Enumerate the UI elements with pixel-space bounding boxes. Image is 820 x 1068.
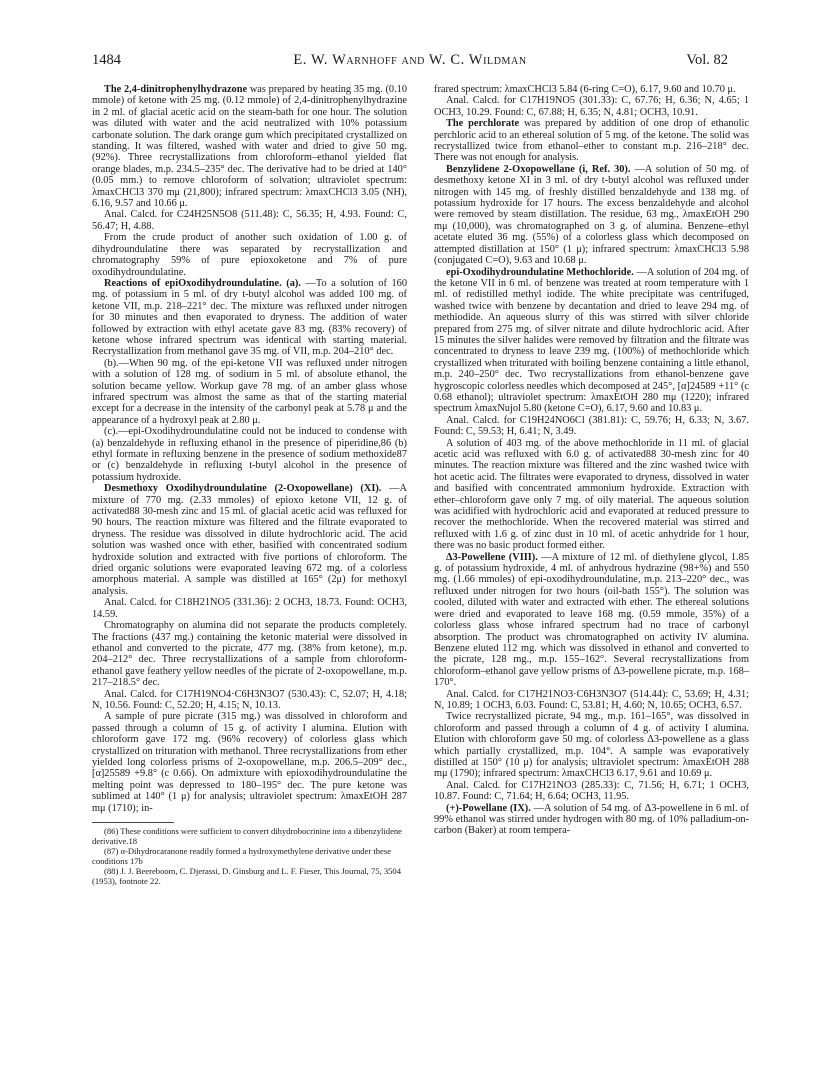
paragraph: [434, 689, 749, 712]
paragraph: [92, 232, 407, 278]
paragraph-heading: Desmethoxy Oxodihydroundulatine (2-Oxopowellane) (XI).: [104, 483, 382, 495]
paragraph-text: —A solution of 54 mg. of Δ3-powellene in 6 ml. of 99% ethanol was stirred under hydrogen with 80 mg. of 10% palladium-on-carbon (Baker) at room tempera-: [434, 802, 749, 837]
paragraph: [434, 95, 749, 118]
paragraph: [92, 597, 407, 620]
paragraph-text: (b).—When 90 mg. of the epi-ketone VII was refluxed under nitrogen with a solution of 128 mg. of sodium in 5 ml. of absolute ethanol, the solution became yellow. Workup gave 78 mg. of an amber glass whose infrared spectrum was almost the same as that of the starting material except for a decrease in the intensity of the carbonyl peak at 5.78 μ and the appearance of a hydroxyl peak at 2.80 μ.: [92, 357, 407, 426]
paragraph-heading: The 2,4-dinitrophenylhydrazone: [104, 84, 248, 95]
paragraph: [92, 209, 407, 232]
paragraph: [434, 438, 749, 552]
paragraph-heading: Reactions of epiOxodihydroundulatine. (a).: [104, 277, 301, 289]
paragraph: [434, 552, 749, 689]
volume-label: Vol. 82: [686, 52, 728, 68]
paragraph-text: —A mixture of 770 mg. (2.33 mmoles) of epioxo ketone VII, 12 g. of activated88 30-mesh zinc and 15 ml. of glacial acetic acid was refluxed for 90 hours. The reaction mixture was filtered and the filtrate evaporated to dryness. The residue was dissolved in dilute hydrochloric acid. The acid solution was washed once with ether, basified with concentrated sodium hydroxide solution and extracted with five portions of chloroform. The dried organic solutions were evaporated leaving 672 mg. of a colorless amorphous material. A sample was distilled at 165° (2μ) for methoxyl analysis.: [92, 483, 407, 597]
paragraph-text: —To a solution of 160 mg. of potassium in 5 ml. of dry t-butyl alcohol was added 100 mg. of ketone VII, m.p. 218–221° dec. The mixture was refluxed under nitrogen for 30 minutes and then evaporated to dryness. The addition of water followed by extraction with ethyl acetate gave 83 mg. (83% recovery) of ketone whose infrared spectrum was identical with starting material. Recrystallization from methanol gave 35 mg. of VII, m.p. 204–210° dec.: [92, 277, 408, 358]
footnote: (88) J. J. Beereboom, C. Djerassi, D. Ginsburg and L. F. Fieser, This Journal, 75, 3504 (1953), footnote 22.: [92, 866, 402, 886]
paragraph: [434, 803, 749, 837]
paragraph: [92, 620, 407, 688]
page-number: 1484: [92, 52, 121, 68]
paragraph: [92, 84, 407, 209]
paragraph-heading: The perchlorate: [446, 118, 520, 130]
paragraph-text: From the crude product of another such oxidation of 1.00 g. of dihydroundulatine there was separated by recrystallization and chromatography 59% of pure epioxoketone and 7% of pure oxodihydroundulatine.: [92, 232, 407, 278]
paragraph: [434, 118, 749, 164]
paragraph: [92, 426, 407, 483]
paragraph-text: (c).—epi-Oxodihydroundulatine could not be induced to condense with (a) benzaldehyde in refluxing ethanol in the presence of piperidine,86 (b) ethyl formate in refluxing benzene in the presence of sodium methoxide87 or (c) benzaldehyde in refluxing t-butyl alcohol in the presence of potassium hydroxide.: [92, 426, 407, 483]
paragraph: [434, 84, 749, 95]
footnote: (87) α-Dihydrocaranone readily formed a hydroxymethylene derivative under these conditions 17b: [92, 846, 392, 866]
paragraph-text: A sample of pure picrate (315 mg.) was dissolved in chloroform and passed through a column of 15 g. of activity I alumina. Elution with chloroform gave 172 mg. (96% recovery) of colorless glass which crystallized on trituration with methanol. Three recrystallizations from ether yielded long colorless prisms of 2-oxopowellane, m.p. 206.5–209° dec., [α]25589 +9.8° (c 0.66). On admixture with epioxodihydroundulatine the melting point was depressed to 180–195° dec. The pure ketone was sublimed at 140° (1 μ) for analysis; ultraviolet spectrum: λmaxEtOH 287 mμ (1710); in-: [92, 711, 407, 814]
paragraph-text: Chromatography on alumina did not separate the products completely. The fractions (437 mg.) containing the ketonic material were dissolved in ethanol and converted to the picrate, 477 mg. (38% from ketone), m.p. 204–212° dec. Three recrystallizations of a sample from chloroform-ethanol gave feathery yellow needles of the picrate of 2-oxopowellane, m.p. 217–218.5° dec.: [92, 620, 407, 689]
paragraph-heading: (+)-Powellane (IX).: [446, 802, 531, 814]
paragraph-heading: epi-Oxodihydroundulatine Methochloride.: [446, 266, 634, 278]
paragraph-text: was prepared by heating 35 mg. (0.10 mmole) of ketone with 25 mg. (0.12 mmole) of 2,4-dinitrophenylhydrazine in 2 ml. of glacial acetic acid on the steam-bath for one hour. The solution was diluted with water and the acid neutralized with 10% potassium carbonate solution. The dark orange gum which precipitated crystallized on standing. It was filtered, washed with water and dried to give 50 mg. (92%). Three recrystallizations from chloroform–ethanol yielded flat orange blades, m.p. 234.5–235° dec. The derivative had to be dried at 140° (0.05 mm.) to remove chloroform of solvation; ultraviolet spectrum: λmaxCHCl3 370 mμ (21,800); infrared spectrum: λmaxCHCl3 3.05 (NH), 6.16, 9.57 and 10.66 μ.: [92, 84, 408, 210]
paragraph: [434, 267, 749, 415]
paragraph-text: Anal. Calcd. for C17H19NO5 (301.33): C, 67.76; H, 6.36; N, 4.65; 1 OCH3, 10.29. Found: C, 67.88; H, 6.35; N, 4.81; OCH3, 10.91.: [434, 95, 749, 118]
footnote-rule: [92, 822, 174, 823]
paragraph: [434, 780, 749, 803]
paragraph-heading: Δ3-Powellene (VIII).: [446, 551, 538, 563]
paragraph: [92, 689, 407, 712]
paragraph-text: was prepared by addition of one drop of ethanolic perchloric acid to an ethereal solution of 5 mg. of the ketone. The solid was recrystallized twice from ethanol–ether to constant m.p. 216–218° dec. There was not enough for analysis.: [434, 118, 750, 164]
page-header: [92, 52, 728, 72]
paragraph-heading: Benzylidene 2-Oxopowellane (i, Ref. 30).: [446, 163, 631, 175]
paragraph: [434, 164, 749, 267]
paragraph-text: A solution of 403 mg. of the above methochloride in 11 ml. of glacial acetic acid was refluxed with 6.0 g. of activated88 30-mesh zinc for 40 minutes. The reaction mixture was filtered and the zinc washed twice with hot acetic acid. The filtrates were evaporated to dryness, dissolved in water and basified with concentrated ammonium hydroxide. Extraction with ether–chloroform gave only 7 mg. of oily material. The aqueous solution was acidified with hydrochloric acid and evaporated at reduced pressure to recover the methochloride. When the recovered material was stirred and refluxed with 1.6 g. of zinc dust in 10 ml. of acetic anhydride for 1 hour, there was no basic product formed either.: [434, 437, 749, 552]
right-column: [434, 84, 749, 837]
paragraph-text: —A solution of 50 mg. of desmethoxy ketone XI in 3 ml. of dry t-butyl alcohol was refluxed under nitrogen with 145 mg. of freshly distilled benzaldehyde and 138 mg. of potassium hydroxide for 17 hours. The excess benzaldehyde and alcohol were removed by steam distillation. The residue, 63 mg., λmaxEtOH 290 mμ (10,000), was chromatographed on 3 g. of alumina. Benzene–ethyl acetate eluted 36 mg. (55%) of a colorless glass which decomposed on attempted distillation at 150° (1 μ); infrared spectrum: λmaxCHCl3 5.98 (conjugated C=O), 9.63 and 10.68 μ.: [434, 163, 749, 267]
paragraph-text: Anal. Calcd. for C24H25N5O8 (511.48): C, 56.35; H, 4.93. Found: C, 56.47; H, 4.88.: [92, 209, 407, 232]
paragraph-text: Anal. Calcd. for C17H21NO3·C6H3N3O7 (514.44): C, 53.69; H, 4.31; N, 10.89; 1 OCH3, 6.03. Found: C, 53.81; H, 4.60; N, 10.65; OCH3, 6.57.: [434, 688, 749, 711]
paragraph: [92, 711, 407, 814]
paragraph: [92, 278, 407, 358]
paragraph: [434, 415, 749, 438]
paragraph-text: Anal. Calcd. for C17H21NO3 (285.33): C, 71.56; H, 6.71; 1 OCH3, 10.87. Found: C, 71.64; H, 6.64; OCH3, 11.95.: [434, 779, 749, 803]
paragraph-text: —A solution of 204 mg. of the ketone VII in 6 ml. of benzene was treated at room temperature with 1 ml. of redistilled methyl iodide. The white precipitate was centrifuged, washed twice with benzene by decantation and dried to leave 294 mg. of methiodide. An aqueous slurry of this was stirred with silver chloride prepared from 275 mg. of silver nitrate and dilute hydrochloric acid. After 15 minutes the silver halides were removed by filtration and the filtrate was concentrated to dryness to leave 239 mg. (100%) of methochloride which crystallized when triturated with boiling benzene containing a little ethanol, m.p. 240–250° dec. Two recrystallizations from ethanol-benzene gave hygroscopic colorless needles which decomposed at 245°, [α]24589 +11° (c 0.68 ethanol); ultraviolet spectrum: λmaxEtOH 280 mμ (1220); infrared spectrum λmaxNujol 5.80 (ketone C=O), 6.17, 9.60 and 10.83 μ.: [434, 266, 749, 415]
paragraph: [92, 483, 407, 597]
paragraph-text: Anal. Calcd. for C17H19NO4·C6H3N3O7 (530.43): C, 52.07; H, 4.18; N, 10.56. Found: C, 52.20; H, 4.15; N, 10.13.: [92, 688, 407, 711]
footnote: (86) These conditions were sufficient to convert dihydrobocrinine into a dibenzylidene derivative.18: [92, 826, 402, 846]
paragraph-text: Anal. Calcd. for C19H24NO6Cl (381.81): C, 59.76; H, 6.33; N, 3.67. Found: C, 59.53; H, 6.41; N, 3.49.: [434, 414, 749, 438]
paragraph-text: Twice recrystallized picrate, 94 mg., m.p. 161–165°, was dissolved in chloroform and passed through a column of 4 g. of activity I alumina. Elution with chloroform gave 50 mg. of colorless Δ3-powellene as a glass which partially crystallized, m.p. 104°. A sample was evaporatively distilled at 150° (10 μ) for analysis; ultraviolet spectrum: λmaxEtOH 288 mμ (1790); infrared spectrum: λmaxCHCl3 6.17, 9.61 and 10.69 μ.: [434, 711, 749, 780]
left-column: [92, 84, 407, 886]
paragraph: [92, 358, 407, 426]
paragraph-text: Anal. Calcd. for C18H21NO5 (331.36): 2 OCH3, 18.73. Found: OCH3, 14.59.: [92, 597, 407, 620]
running-title: E. W. Warnhoff and W. C. Wildman: [293, 52, 527, 68]
paragraph-text: frared spectrum: λmaxCHCl3 5.84 (6-ring C=O), 6.17, 9.60 and 10.70 μ.: [434, 84, 736, 95]
paragraph: [434, 711, 749, 779]
paragraph-text: —A mixture of 12 ml. of diethylene glycol, 1.85 g. of potassium hydroxide, 4 ml. of anhydrous hydrazine (98+%) and 550 mg. (1.66 mmoles) of epi-oxodihydroundulatine, m.p. 213–220° dec., was refluxed under nitrogen for two hours (oil-bath 155°). The solution was cooled, diluted with water and extracted with ether. The ethereal solutions were dried and evaporated to leave 168 mg. (0.59 mmole, 35%) of a colorless glass whose infrared spectrum had no trace of carbonyl absorption. The product was chromatographed on activity IV alumina. Benzene eluted 112 mg. which was dissolved in ethanol and converted to the picrate, 128 mg., m.p. 155–162°. Several recrystallizations from chloroform–ethanol gave yellow prisms of Δ3-powellene picrate, m.p. 168–170°.: [434, 551, 749, 689]
